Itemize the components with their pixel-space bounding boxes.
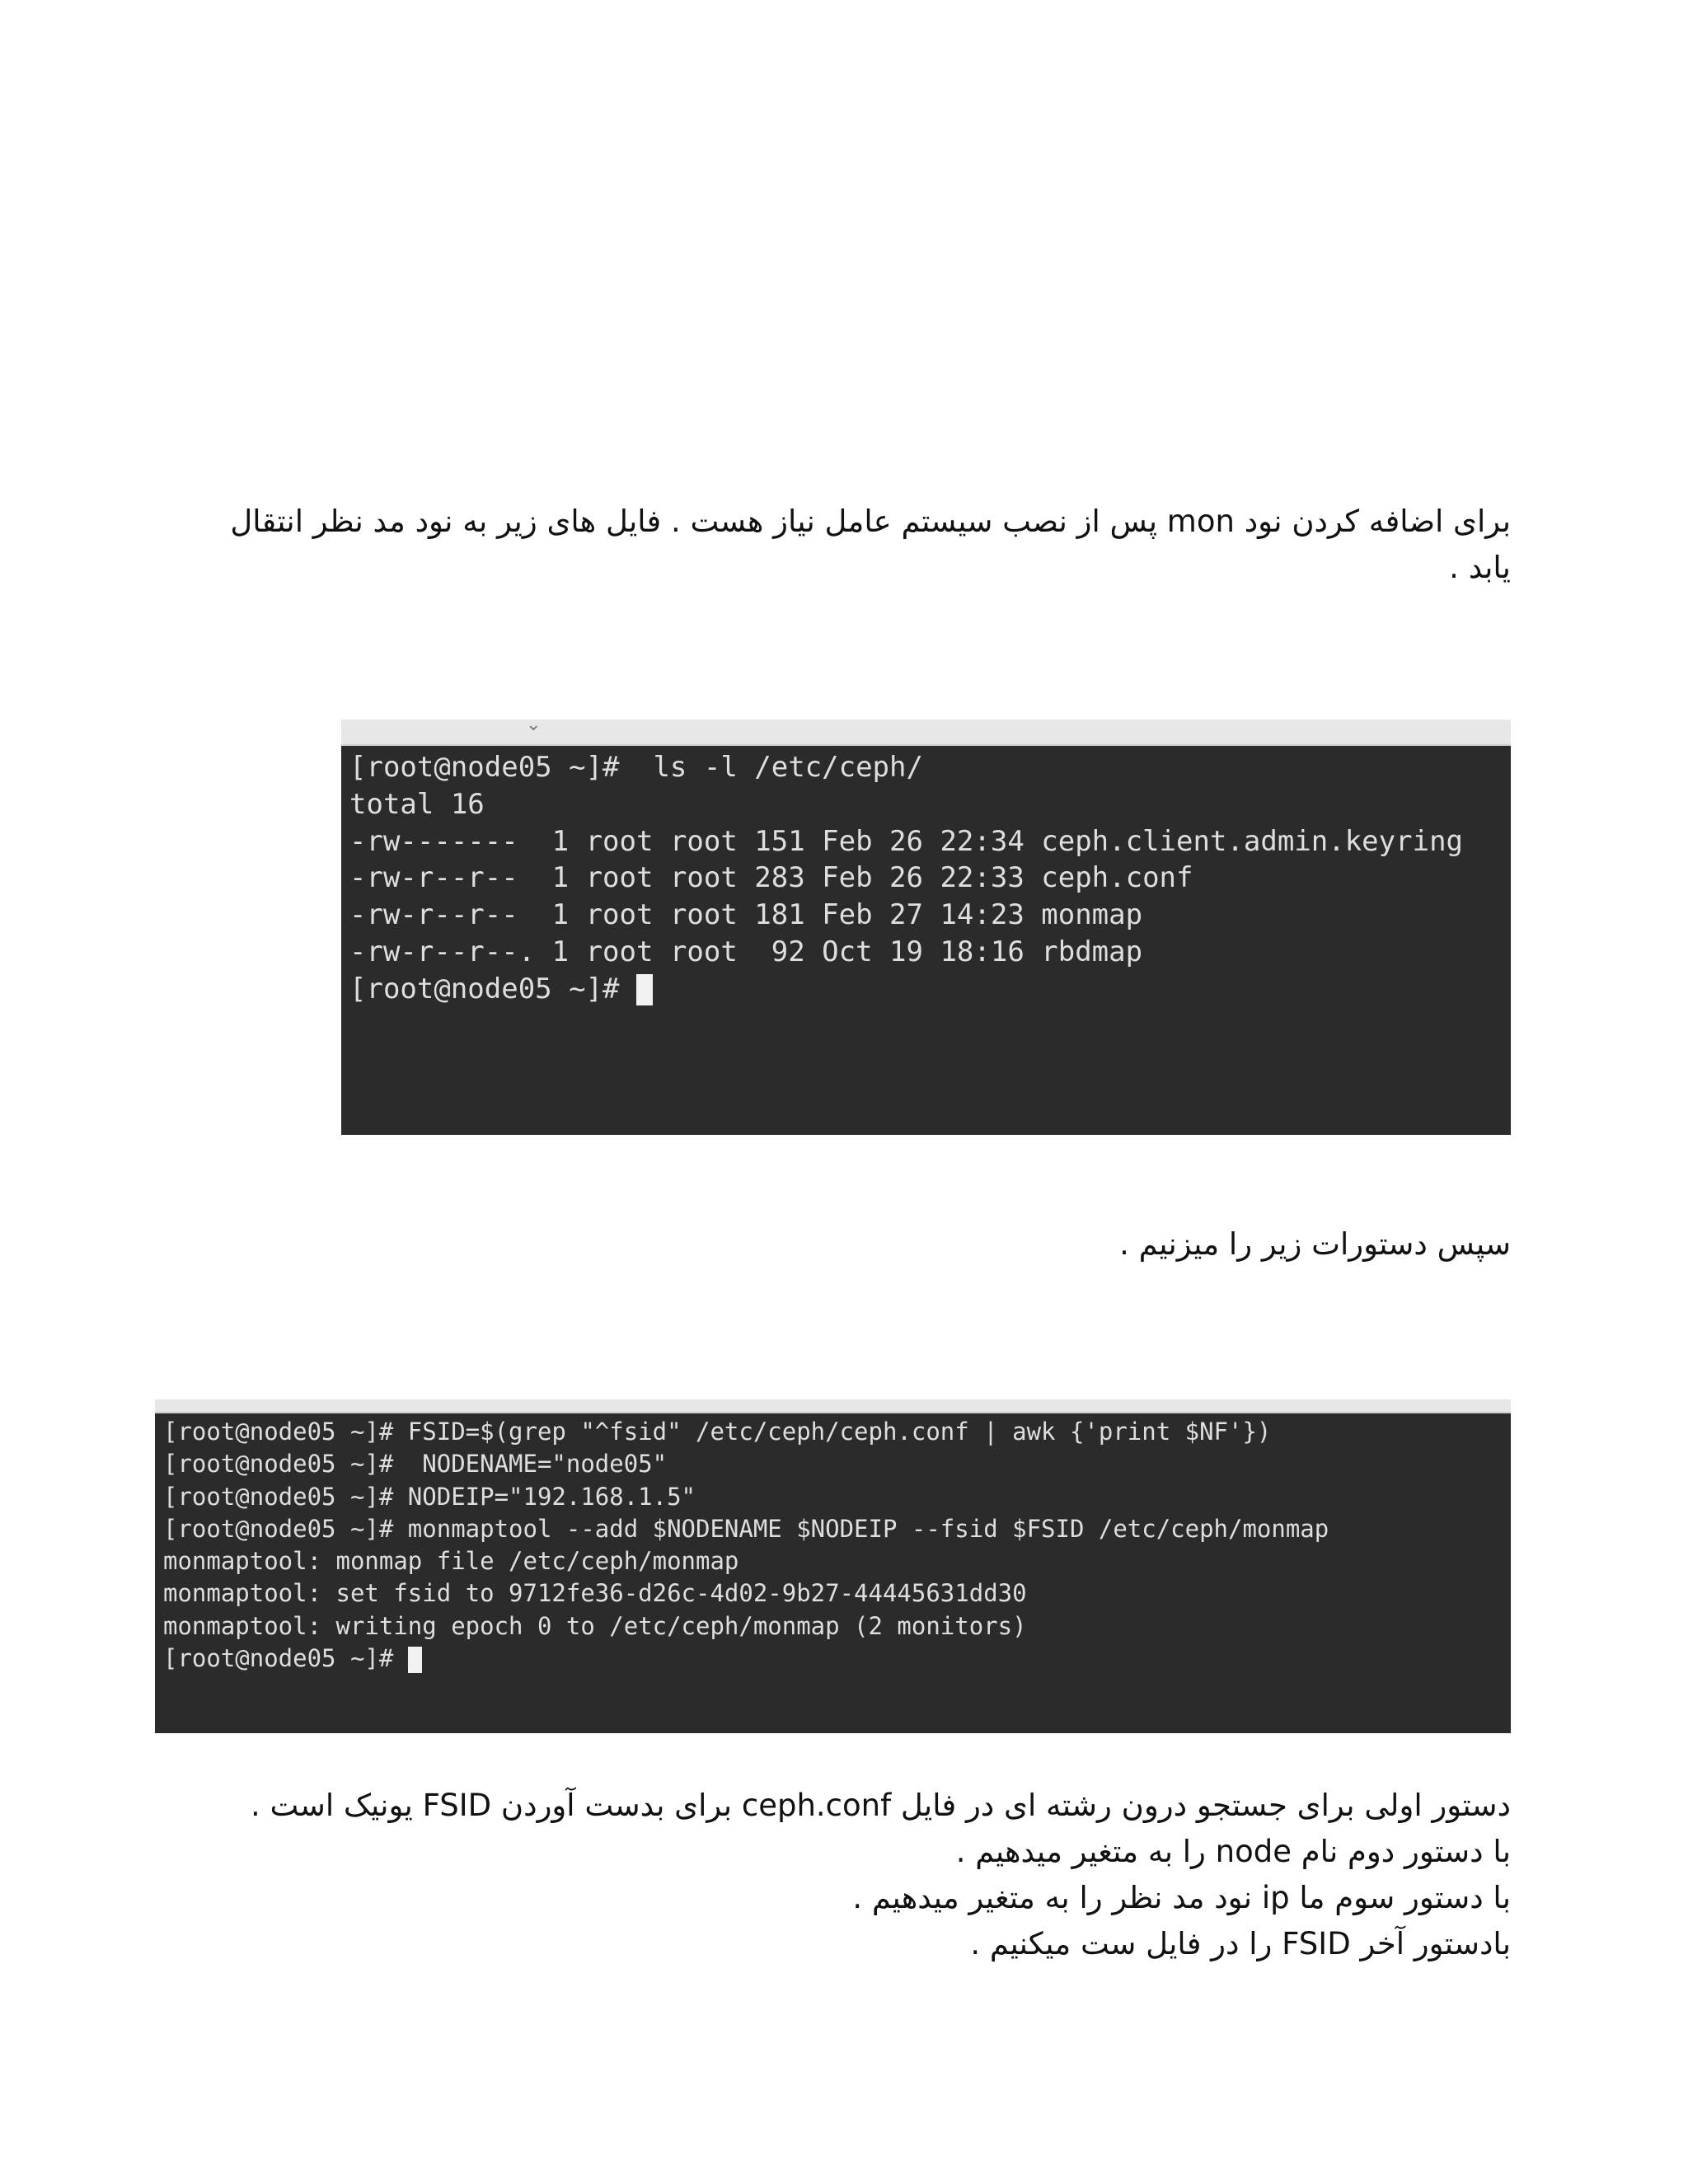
terminal-output: [163, 1416, 1329, 1675]
terminal-prompt: [root@node05 ~]#: [349, 972, 636, 1005]
terminal-output: [349, 749, 1463, 1008]
terminal-line: [root@node05 ~]# ls -l /etc/ceph/: [349, 751, 923, 784]
terminal-line: -rw-r--r-- 1 root root 181 Feb 27 14:23 monmap: [349, 898, 1143, 932]
terminal-cursor: [408, 1647, 422, 1673]
intro-line-1: برای اضافه کردن نود mon پس از نصب سیستم عامل نیاز هست . فایل های زیر به نود مد نظر انتقال: [230, 504, 1511, 539]
terminal-line: monmaptool: monmap file /etc/ceph/monmap: [163, 1547, 739, 1576]
explanation-line-1: دستور اولی برای جستجو درون رشته ای در فایل ceph.conf برای بدست آوردن FSID یونیک است .: [250, 1788, 1511, 1823]
intro-line-2: یابد .: [1449, 550, 1511, 585]
explanation-line-4: بادستور آخر FSID را در فایل ست میکنیم .: [970, 1926, 1511, 1961]
explanation-line-2: با دستور دوم نام node را به متغیر میدهیم .: [955, 1834, 1511, 1869]
explanation-paragraph: [198, 1783, 1511, 1967]
explanation-line-3: با دستور سوم ما ip نود مد نظر را به متغیر میدهیم .: [852, 1880, 1511, 1915]
terminal-line: [root@node05 ~]# NODENAME="node05": [163, 1450, 668, 1479]
terminal-title-bar: [155, 1399, 1511, 1413]
terminal-title-bar: [341, 719, 1511, 746]
terminal-line: [root@node05 ~]# FSID=$(grep "^fsid" /etc/ceph/ceph.conf | awk {'print $NF'}): [163, 1418, 1272, 1446]
terminal-cursor: [636, 974, 653, 1005]
terminal-line: monmaptool: writing epoch 0 to /etc/ceph/monmap (2 monitors): [163, 1611, 1027, 1640]
terminal-line: monmaptool: set fsid to 9712fe36-d26c-4d02-9b27-44445631dd30: [163, 1579, 1027, 1608]
terminal-screenshot-ls: [341, 715, 1511, 1135]
intro-paragraph: [198, 499, 1511, 591]
middle-line: سپس دستورات زیر را میزنیم .: [1119, 1226, 1511, 1262]
terminal-prompt: [root@node05 ~]#: [163, 1644, 408, 1673]
middle-paragraph: [198, 1221, 1511, 1268]
terminal-line: [root@node05 ~]# NODEIP="192.168.1.5": [163, 1482, 696, 1511]
terminal-screenshot-monmaptool: [155, 1399, 1511, 1733]
terminal-line: [root@node05 ~]# monmaptool --add $NODENAME $NODEIP --fsid $FSID /etc/ceph/monmap: [163, 1514, 1329, 1543]
terminal-line: -rw-r--r--. 1 root root 92 Oct 19 18:16 rbdmap: [349, 935, 1143, 968]
terminal-line: -rw-r--r-- 1 root root 283 Feb 26 22:33 ceph.conf: [349, 861, 1193, 895]
chevron-down-icon: ⌄: [526, 715, 542, 735]
terminal-line: -rw------- 1 root root 151 Feb 26 22:34 ceph.client.admin.keyring: [349, 824, 1464, 858]
terminal-line: total 16: [349, 787, 485, 821]
